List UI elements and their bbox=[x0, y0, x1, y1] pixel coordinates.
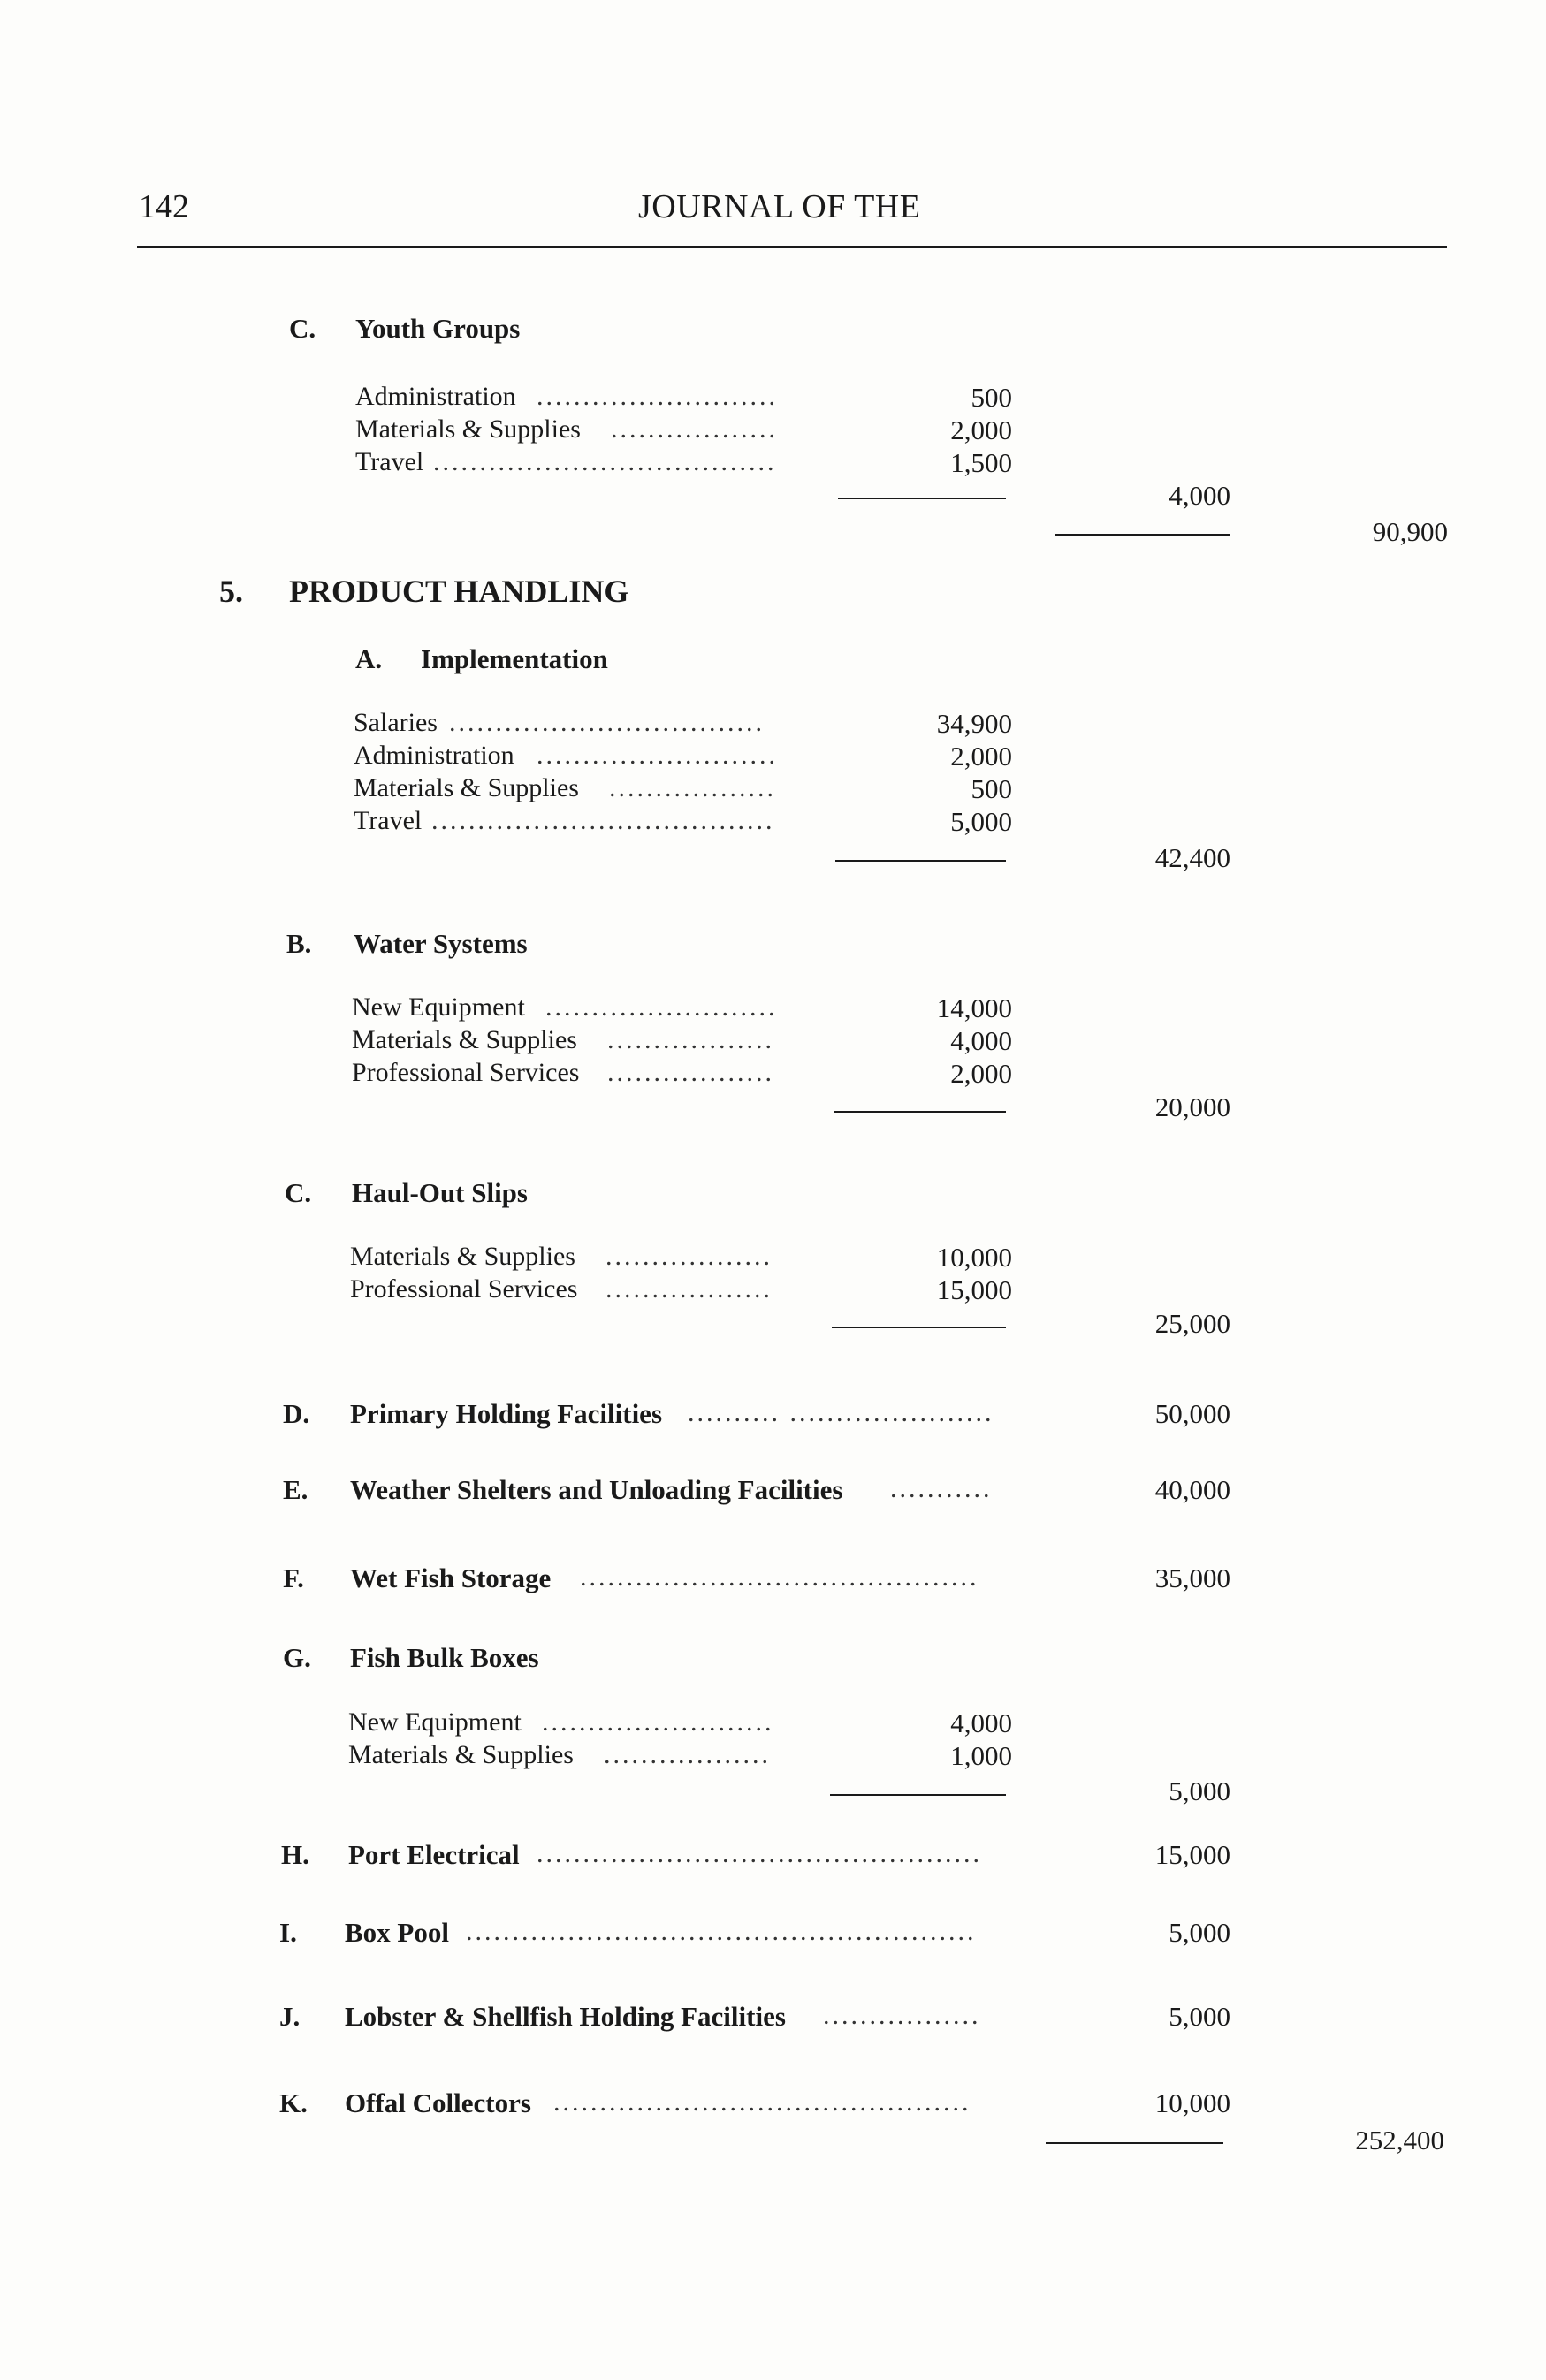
subsection-title: Implementation bbox=[421, 643, 608, 674]
subsection-title: Primary Holding Facilities bbox=[350, 1398, 663, 1429]
subtotal-rule bbox=[838, 498, 1006, 499]
subsection-letter: G. bbox=[283, 1642, 311, 1673]
dot-leader: .................. bbox=[604, 1740, 771, 1769]
line-item-amount: 50,000 bbox=[1154, 1398, 1230, 1429]
line-item-amount: 2,000 bbox=[950, 1058, 1012, 1089]
line-item-label: New Equipment bbox=[348, 1707, 522, 1737]
subsection-title: Port Electrical bbox=[348, 1839, 520, 1870]
subsection-title: Youth Groups bbox=[355, 313, 521, 344]
line-item-amount: 10,000 bbox=[936, 1242, 1012, 1273]
section-number: 5. bbox=[219, 574, 243, 609]
dot-leader: .......... ...................... bbox=[688, 1398, 994, 1427]
subtotal-rule bbox=[834, 1111, 1006, 1113]
subtotal-amount: 20,000 bbox=[1154, 1091, 1230, 1122]
dot-leader: .................. bbox=[607, 1058, 774, 1087]
subsection-title: Wet Fish Storage bbox=[350, 1563, 552, 1593]
dot-leader: ......................... bbox=[545, 992, 778, 1022]
subsection-title: Offal Collectors bbox=[345, 2087, 531, 2118]
dot-leader: ......................... bbox=[542, 1707, 774, 1737]
dot-leader: .................................. bbox=[449, 708, 765, 737]
subsection-letter: J. bbox=[279, 2001, 301, 2032]
subsection-title: Lobster & Shellfish Holding Facilities bbox=[345, 2001, 786, 2032]
section-title: PRODUCT HANDLING bbox=[289, 574, 629, 609]
line-item-amount: 1,000 bbox=[950, 1740, 1012, 1771]
line-item-amount: 34,900 bbox=[936, 708, 1012, 739]
dot-leader: .................. bbox=[609, 773, 776, 802]
dot-leader: ................................................ bbox=[537, 1839, 982, 1868]
subsection-letter: B. bbox=[286, 928, 312, 959]
line-item-amount: 14,000 bbox=[936, 992, 1012, 1023]
line-item-label: Materials & Supplies bbox=[350, 1242, 575, 1271]
line-item-label: Materials & Supplies bbox=[354, 773, 579, 802]
line-item-amount: 35,000 bbox=[1154, 1563, 1230, 1593]
line-item-amount: 5,000 bbox=[1169, 2001, 1230, 2032]
subsection-title: Haul-Out Slips bbox=[352, 1177, 528, 1208]
dot-leader: ............................................. bbox=[553, 2087, 971, 2117]
subtotal-amount: 25,000 bbox=[1154, 1308, 1230, 1339]
line-item-label: Materials & Supplies bbox=[348, 1740, 574, 1769]
running-title: JOURNAL OF THE bbox=[638, 188, 921, 225]
dot-leader: ....................................................... bbox=[466, 1917, 977, 1946]
dot-leader: .................. bbox=[605, 1242, 773, 1271]
line-item-amount: 40,000 bbox=[1154, 1474, 1230, 1505]
subsection-letter: F. bbox=[283, 1563, 304, 1593]
subsection-title: Water Systems bbox=[354, 928, 528, 959]
line-item-amount: 15,000 bbox=[936, 1274, 1012, 1305]
line-item-label: Administration bbox=[355, 382, 516, 411]
dot-leader: ..................................... bbox=[433, 447, 777, 476]
page-number: 142 bbox=[139, 188, 189, 225]
subtotal-amount: 42,400 bbox=[1154, 842, 1230, 873]
header-rule bbox=[137, 246, 1447, 248]
line-item-label: Materials & Supplies bbox=[355, 414, 581, 444]
subsection-letter: D. bbox=[283, 1398, 310, 1429]
line-item-amount: 10,000 bbox=[1154, 2087, 1230, 2118]
dot-leader: ........... bbox=[890, 1474, 993, 1503]
line-item-amount: 500 bbox=[971, 773, 1012, 804]
line-item-label: Professional Services bbox=[350, 1274, 578, 1304]
dot-leader: .................. bbox=[611, 414, 778, 444]
subtotal-rule bbox=[835, 860, 1006, 862]
line-item-amount: 5,000 bbox=[1169, 1917, 1230, 1948]
line-item-amount: 1,500 bbox=[950, 447, 1012, 478]
subsection-letter: C. bbox=[289, 313, 316, 344]
subtotal-amount: 4,000 bbox=[1169, 480, 1230, 511]
subsection-title: Box Pool bbox=[345, 1917, 449, 1948]
dot-leader: .................. bbox=[607, 1025, 774, 1054]
section-total: 90,900 bbox=[1372, 516, 1448, 547]
line-item-amount: 4,000 bbox=[950, 1025, 1012, 1056]
subsection-letter: K. bbox=[279, 2087, 308, 2118]
line-item-amount: 2,000 bbox=[950, 414, 1012, 445]
line-item-label: Administration bbox=[354, 741, 514, 770]
line-item-label: Professional Services bbox=[352, 1058, 580, 1087]
subsection-title: Weather Shelters and Unloading Facilities bbox=[350, 1474, 843, 1505]
total-rule bbox=[1046, 2142, 1223, 2144]
dot-leader: .......................... bbox=[537, 382, 778, 411]
line-item-amount: 5,000 bbox=[950, 806, 1012, 837]
subsection-letter: E. bbox=[283, 1474, 308, 1505]
subtotal-rule bbox=[832, 1327, 1006, 1328]
dot-leader: .................. bbox=[605, 1274, 773, 1304]
line-item-label: New Equipment bbox=[352, 992, 525, 1022]
line-item-amount: 500 bbox=[971, 382, 1012, 413]
subtotal-rule bbox=[830, 1794, 1006, 1796]
subtotal-amount: 5,000 bbox=[1169, 1775, 1230, 1806]
section-total: 252,400 bbox=[1355, 2125, 1444, 2156]
subsection-letter: H. bbox=[281, 1839, 309, 1870]
dot-leader: .......................... bbox=[537, 741, 778, 770]
line-item-amount: 2,000 bbox=[950, 741, 1012, 772]
dot-leader: ........................................... bbox=[580, 1563, 979, 1592]
total-rule bbox=[1055, 534, 1230, 536]
line-item-label: Salaries bbox=[354, 708, 438, 737]
line-item-amount: 4,000 bbox=[950, 1707, 1012, 1738]
dot-leader: ..................................... bbox=[431, 806, 775, 835]
dot-leader: ................. bbox=[823, 2001, 981, 2030]
subsection-letter: C. bbox=[285, 1177, 312, 1208]
subsection-title: Fish Bulk Boxes bbox=[350, 1642, 539, 1673]
line-item-amount: 15,000 bbox=[1154, 1839, 1230, 1870]
line-item-label: Travel bbox=[355, 447, 424, 476]
subsection-letter: A. bbox=[355, 643, 383, 674]
line-item-label: Materials & Supplies bbox=[352, 1025, 577, 1054]
subsection-letter: I. bbox=[279, 1917, 297, 1948]
line-item-label: Travel bbox=[354, 806, 423, 835]
